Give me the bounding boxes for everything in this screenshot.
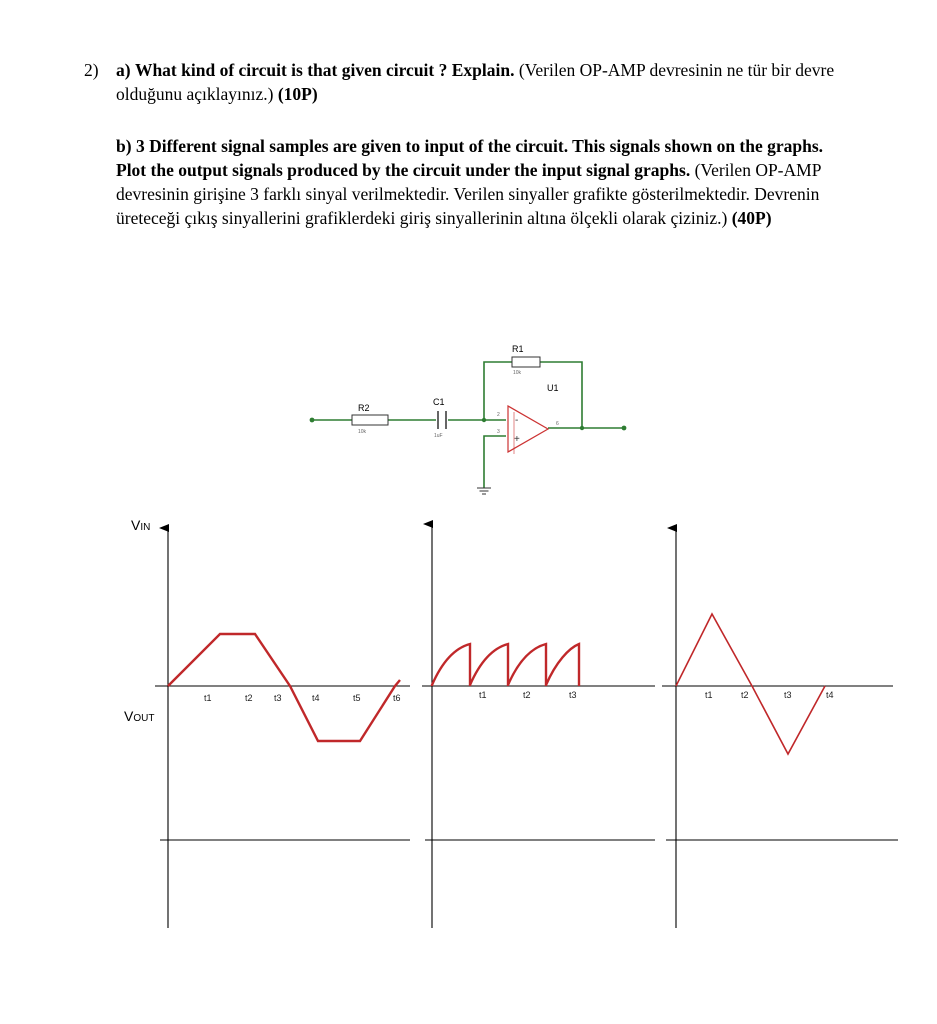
graph-3-tick-t4: t4 — [826, 690, 834, 700]
r1-label: R1 — [512, 344, 524, 354]
opamp-plus: + — [514, 434, 520, 445]
part-b-translation: (Verilen OP-AMP devresinin girişine 3 farklı sinyal verilmektedir. Verilen sinyaller grafikte gösterilmektedir. Devrenin üreteceği çıkış sinyallerini grafiklerdeki giriş sinyallerinin altına ölçekli olarak çiziniz.) — [116, 160, 821, 228]
c1-label: C1 — [433, 397, 445, 407]
graph-2-input-signal — [432, 644, 579, 686]
graph-1-tick-t4: t4 — [312, 693, 320, 703]
graph-2 — [422, 524, 655, 928]
part-b-points: (40P) — [731, 208, 772, 228]
part-a-question: What kind of circuit is that given circuit ? Explain. — [134, 60, 515, 80]
graph-2-tick-t1: t1 — [479, 690, 487, 700]
c1-value: 1uF — [434, 433, 443, 439]
graph-1-input-signal — [168, 634, 400, 741]
graph-3-input-signal — [676, 614, 825, 754]
graph-1-tick-t1: t1 — [204, 693, 212, 703]
vin-label-main: V — [131, 517, 141, 533]
vout-label-sub: OUT — [133, 713, 155, 724]
vout-label-main: V — [124, 708, 134, 724]
part-a-prefix: a) — [116, 60, 131, 80]
graph-3-tick-t3: t3 — [784, 690, 792, 700]
graph-1-tick-t6: t6 — [393, 693, 401, 703]
graph-2-tick-t3: t3 — [569, 690, 577, 700]
part-a-points: (10P) — [277, 84, 318, 104]
graph-1 — [155, 528, 410, 928]
r1-value: 10k — [513, 370, 522, 376]
graph-1-tick-t5: t5 — [353, 693, 361, 703]
part-b-prefix: b) — [116, 136, 132, 156]
vin-label-sub: IN — [140, 522, 151, 533]
part-a-translation: (Verilen OP-AMP devresinin ne tür bir devre olduğunu açıklayınız.) — [116, 60, 835, 104]
graph-3 — [662, 528, 898, 928]
opamp-pin-2: 2 — [497, 412, 500, 418]
u1-label: U1 — [547, 383, 559, 393]
r2-value: 10k — [358, 429, 367, 435]
graph-1-tick-t3: t3 — [274, 693, 282, 703]
graph-3-tick-t2: t2 — [741, 690, 749, 700]
question-number: 2) — [84, 60, 99, 80]
graph-1-tick-t2: t2 — [245, 693, 253, 703]
graph-2-tick-t2: t2 — [523, 690, 531, 700]
r2-label: R2 — [358, 403, 370, 413]
graph-3-tick-t1: t1 — [705, 690, 713, 700]
opamp-minus: - — [515, 415, 519, 426]
opamp-pin-3: 3 — [497, 429, 500, 435]
part-b-question: 3 Different signal samples are given to input of the circuit. This signals shown on the graphs. Plot the output signals produced by the circuit under the input signal graphs. — [116, 136, 824, 180]
opamp-pin-6: 6 — [556, 421, 559, 427]
